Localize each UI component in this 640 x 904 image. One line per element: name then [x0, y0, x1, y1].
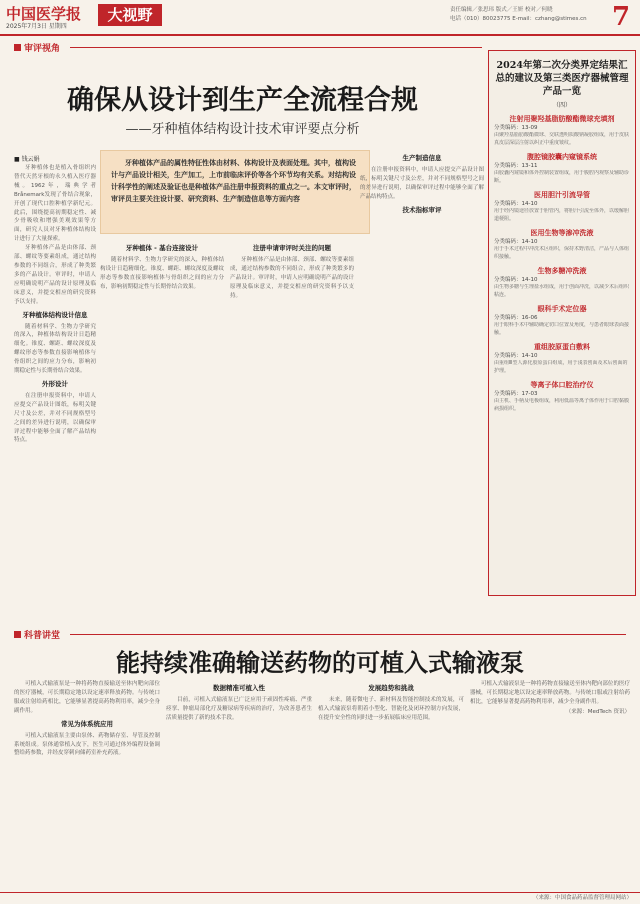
science-column-2	[166, 680, 312, 888]
subheading: 生产制造信息	[402, 154, 442, 162]
article-column-4	[360, 150, 484, 624]
byline: ■ 钱云娟	[14, 156, 40, 163]
list-item	[489, 228, 635, 261]
item-desc: 用于手术过程中冲洗术区组织，保持术野清洁，产品与人体组织接触。	[494, 246, 630, 260]
paragraph: 随着材料学、生物力学研究的深入，种植体结构设计日趋精细化。锥度、螺距、螺纹深度及螺纹形态等参数直接影响植体与骨组织之间的应力分布，影响初期稳定性与长期骨结合效果。	[100, 257, 224, 290]
item-name: 注射用聚羟基脂肪酸酯微球充填剂	[509, 115, 615, 123]
item-name: 重组胶原蛋白敷料	[534, 343, 590, 351]
item-desc: 用于眼科手术中辅助确定切口位置及角度，与患者眼球表面接触。	[494, 322, 630, 336]
editor-credits	[450, 6, 587, 24]
list-item	[489, 266, 635, 299]
sidebar-note: （四）	[552, 102, 571, 109]
page-number: 7	[612, 2, 631, 32]
science-column-1	[14, 680, 160, 888]
section-label-text: 科普讲堂	[24, 631, 61, 641]
section-banner: 大视野	[98, 4, 162, 26]
subheadline: ——牙种植体结构设计技术审评要点分析	[125, 122, 360, 137]
paragraph: 可植入式输液泵是一种将药物直接输送至体内靶向部位的医疗器械，可长期稳定地以设定速率释放药物。与传统口服或注射给药相比，它能够显著提高药物利用率，减少全身副作用。	[470, 681, 630, 705]
article-column-1	[14, 164, 96, 624]
list-item	[489, 304, 635, 337]
paragraph: 牙种植体也是植入骨组织内替代天然牙根的永久植入医疗器械。1962年，瑞典学者Brånemark发现了骨结合现象，开创了现代口腔种植学新纪元。此后，围绕提高初期稳定性、减少骨吸收和增强美观效果等方面，研究人员对牙种植体结构设计进行了大量探索。	[14, 165, 96, 243]
section-marker-icon	[14, 631, 21, 638]
subheading: 发展趋势和挑战	[368, 684, 414, 692]
section-marker-icon	[14, 44, 21, 51]
paragraph: 在注册申报资料中，申请人应提交产品设计图纸，标明关键尺寸及公差，并对不同规格型号之间的差异进行说明，以确保审评过程中能够全面了解产品结构特点。	[360, 167, 484, 200]
item-code: 分类编码：14-10	[494, 201, 538, 207]
section-rule	[70, 47, 482, 48]
item-name: 生物多糖冲洗液	[537, 267, 587, 275]
list-item	[489, 114, 635, 147]
item-name: 医用胆汁引流导管	[534, 191, 590, 199]
item-code: 分类编码：14-10	[494, 239, 538, 245]
subheading: 常见为体系统应用	[61, 719, 113, 728]
item-name: 眼科手术定位器	[537, 305, 587, 313]
section-label-text: 审评视角	[24, 44, 61, 54]
list-item	[489, 380, 635, 413]
paragraph: 未来，随着微电子、新材料及智能控制技术的发展，可植入式输液泵将朝着小型化、智能化及闭环控制方向发展，在提升安全性的同时进一步拓展临床应用范围。	[318, 697, 464, 721]
contact-line: 电话（010）80023775 E-mail：czhang@stimes.cn	[450, 16, 587, 22]
classification-sidebar	[488, 50, 636, 596]
item-desc: 由重组Ⅲ型人源化胶原蛋白组成，用于浅表创面及术后创面的护理。	[494, 360, 628, 374]
item-desc: 由生物多糖与生理盐水组成，用于创面冲洗，以减少术后组织粘连。	[494, 284, 630, 298]
abstract-box	[100, 150, 370, 234]
sidebar-title: 2024年第二次分类界定结果汇总的建议及第三类医疗器械管理产品一览	[495, 60, 629, 97]
paragraph: 随着材料学、生物力学研究的深入，种植体结构设计日趋精细化。锥度、螺距、螺纹深度及螺纹形态等参数直接影响植体与骨组织之间的应力分布，影响初期稳定性与长期骨结合效果。	[14, 323, 96, 375]
item-code: 分类编码：13-11	[494, 163, 538, 169]
section-rule	[70, 634, 626, 635]
item-desc: 由胶囊内窥镜和体外控制装置组成，用于腹腔内观察及辅助诊断。	[494, 170, 630, 184]
paragraph: 目前，可植入式输液泵已广泛应用于顽固性疼痛、严重痉挛、肿瘤局部化疗及糖尿病等疾病的治疗，为改善患者生活质量提供了新的技术手段。	[166, 697, 312, 721]
science-headline: 能持续准确输送药物的可植入式输液泵	[116, 648, 524, 677]
science-column-3	[318, 680, 464, 888]
science-column-4	[470, 680, 630, 888]
list-item	[489, 342, 635, 375]
subheading: 外形设计	[42, 379, 68, 388]
item-desc: 用于经内镜途径放置于胆管内，将胆汁引流至体外，以缓解胆道梗阻。	[494, 208, 630, 222]
subheading: 牙种植体 - 基台连接设计	[125, 244, 199, 252]
item-code: 分类编码：16-06	[494, 315, 538, 321]
item-code: 分类编码：14-10	[494, 353, 538, 359]
subheading: 注册申请审评时关注的问题	[253, 244, 331, 252]
item-code: 分类编码：14-10	[494, 277, 538, 283]
article-column-3	[230, 240, 354, 624]
footer-text: （来源：中国食品药品监督管理局网站）	[532, 895, 632, 901]
abstract-text: 牙种植体产品的属性特征性体由材料、体构设计及表面处理。其中，植构设计与产品设计相关，生产加工，上市前临床评价等各个环节均有关系。对结构设计科学性的阐述及验证也是种植体产品注册申报资料的重点之一。本文审评时，审评员主要关注设计要、研究资料、生产制造信息等方面内容	[111, 159, 356, 203]
subheading: 牙种植体结构设计信息	[22, 310, 88, 319]
editor-line: 责任编辑／张思玮 版式／王妍 校对／何晓	[450, 7, 553, 13]
source-credit: （来源：MedTech 资讯）	[565, 708, 630, 715]
list-item	[489, 190, 635, 223]
section-label-science	[14, 628, 60, 641]
list-item	[489, 152, 635, 185]
paragraph: 在注册申报资料中，申请人应提交产品设计图纸，标明关键尺寸及公差，并对不同规格型号之间的差异进行说明，以确保审评过程中能够全面了解产品结构特点。	[14, 392, 96, 444]
item-desc: 由主机、手柄及电极组成，利用低温等离子体作用于口腔黏膜病损组织。	[494, 398, 630, 412]
paragraph: 牙种植体产品是由体部、颈部、螺纹等要素组成，通过结构参数的不同组合，形成了种类繁多的产品设计。审评时，申请人应明确说明产品的设计原理及临床意义，并提交相应的研究资料予以支持。	[14, 245, 96, 305]
item-name: 腹腔镜胶囊内窥镜系统	[527, 153, 597, 161]
subheading: 数据精准可植入性	[213, 684, 265, 692]
item-name: 等离子体口腔治疗仪	[530, 381, 594, 389]
item-code: 分类编码：13-09	[494, 125, 538, 131]
paragraph: 可植入式输液泵主要由泵体、药物储存室、导管及控制系统组成。泵体通常植入皮下，医生可通过体外编程设备调整给药参数，并经皮穿刺向储药室补充药液。	[14, 732, 160, 757]
subheading: 技术指标审评	[402, 205, 442, 214]
item-code: 分类编码：17-03	[494, 391, 538, 397]
footer-source	[0, 892, 640, 904]
newspaper-logo: 中国医学报	[6, 5, 82, 23]
paragraph: 牙种植体产品是由体部、颈部、螺纹等要素组成，通过结构参数的不同组合，形成了种类繁多的产品设计。审评时，申请人应明确说明产品的设计原理及临床意义，并提交相应的研究资料予以支持。	[230, 257, 354, 299]
issue-date: 2025年7月3日 星期四	[6, 23, 67, 30]
section-label-review	[14, 41, 60, 54]
item-name: 医用生物等渗冲洗液	[530, 229, 594, 237]
article-column-2	[100, 240, 224, 624]
headline: 确保从设计到生产全流程合规	[67, 85, 418, 116]
paragraph: 可植入式输液泵是一种将药物直接输送至体内靶向部位的医疗器械，可长期稳定地以设定速率释放药物。与传统口服或注射给药相比，它能够显著提高药物利用率，减少全身副作用。	[14, 681, 160, 714]
item-desc: 由聚羟基脂肪酸酯微球、交联透明质酸钠凝胶组成，用于皮肤真皮层深层注射以纠正中重度皱纹。	[494, 132, 630, 146]
masthead	[0, 0, 640, 36]
